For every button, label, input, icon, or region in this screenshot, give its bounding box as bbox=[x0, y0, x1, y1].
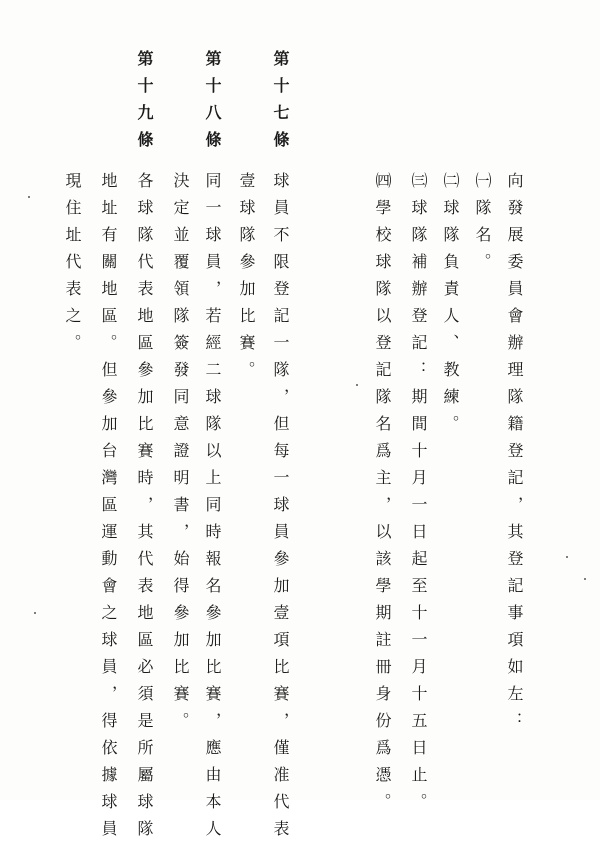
scan-speck bbox=[34, 612, 36, 614]
scan-speck bbox=[584, 578, 586, 580]
registration-item-3: ㈢球隊補辦登記：期間十月一日起至十一月十五日止。 bbox=[409, 172, 428, 820]
registration-item-1: ㈠隊名。 bbox=[473, 172, 492, 280]
article-17-line-2: 壹球隊參加比賽。 bbox=[237, 172, 256, 388]
article-19-line-3: 現住址代表之。 bbox=[63, 172, 82, 361]
article-17-line-1: 球員不限登記一隊，但每一球員參加壹項比賽，僅准代表 bbox=[271, 172, 290, 847]
registration-intro: 向發展委員會辦理隊籍登記，其登記事項如左： bbox=[505, 172, 524, 739]
scan-speck bbox=[28, 196, 30, 198]
article-18-line-2: 決定並覆領隊簽發同意證明書，始得參加比賽。 bbox=[171, 172, 190, 739]
registration-item-2: ㈡球隊負責人、教練。 bbox=[441, 172, 460, 442]
article-18-heading: 第十八條 bbox=[203, 50, 222, 158]
scan-speck bbox=[566, 556, 568, 558]
article-19-heading: 第十九條 bbox=[135, 50, 154, 158]
scan-speck bbox=[356, 384, 358, 386]
registration-item-4: ㈣學校球隊以登記隊名爲主，以該學期註冊身份爲憑。 bbox=[373, 172, 392, 820]
article-17-heading: 第十七條 bbox=[271, 50, 290, 158]
article-19-line-1: 各球隊代表地區參加比賽時，其代表地區必須是所屬球隊 bbox=[135, 172, 154, 847]
article-18-line-1: 同一球員，若經二球隊以上同時報名參加比賽，應由本人 bbox=[203, 172, 222, 847]
article-19-line-2: 地址有關地區。但參加台灣區運動會之球員，得依據球員 bbox=[99, 172, 118, 847]
